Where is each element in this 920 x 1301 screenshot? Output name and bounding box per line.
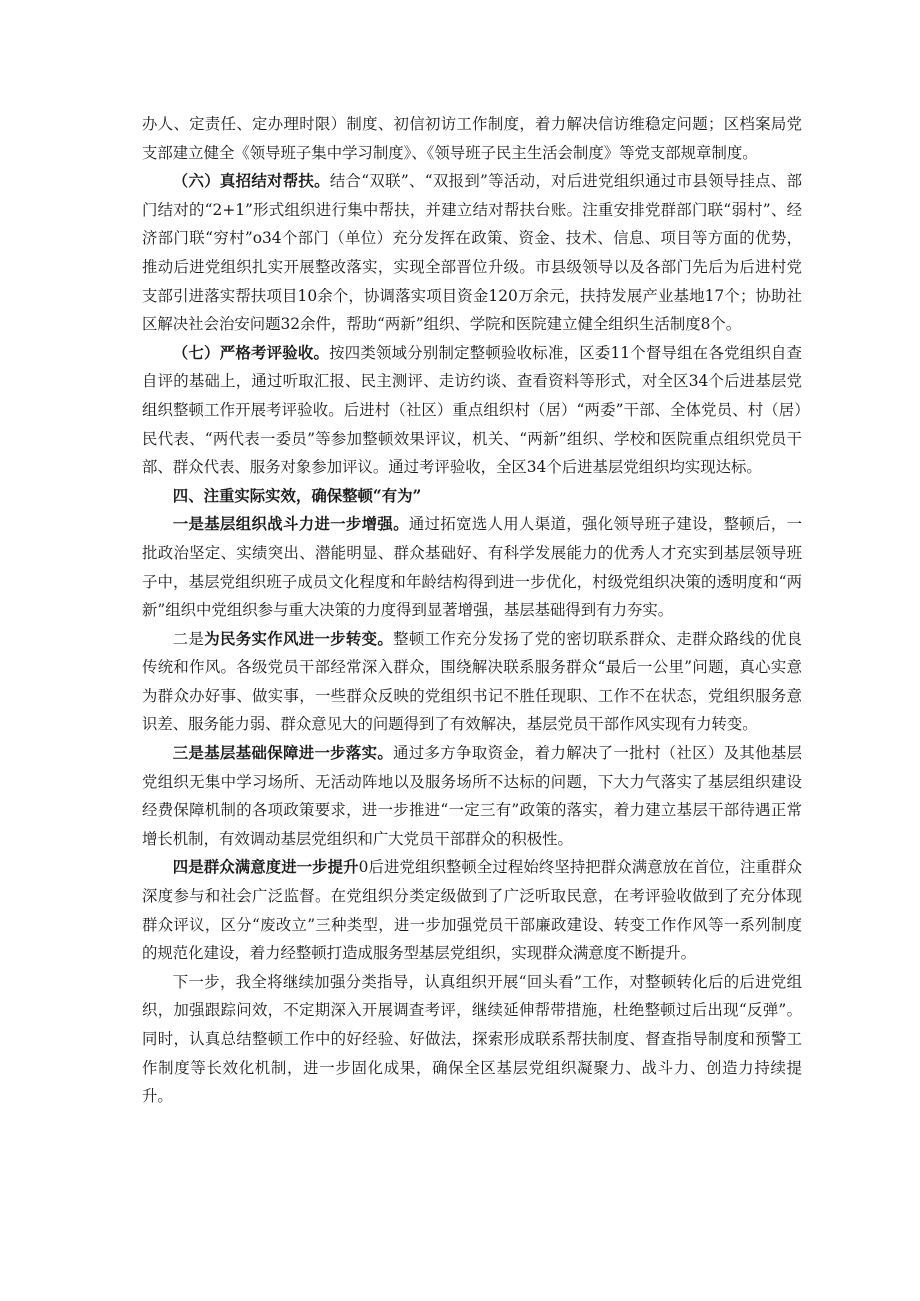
paragraph-body: 下一步，我全将继续加强分类指导，认真组织开展“回头看”工作，对整顿转化后的后进党组织，加强跟踪问效，不定期深入开展调查考评，继续延伸帮带措施，杜绝整顿过后出现“反弹”。同时，认真总结整顿工作中的好经验、好做法，探索形成联系帮扶制度、督查指导制度和预警工作制度等长效化机制，进一步固化成果，确保全区基层党组织凝聚力、战斗力、创造力持续提升。 (142, 972, 802, 1106)
paragraph-lead: 三是基层基础保障进一步落实。 (172, 744, 394, 763)
paragraph-point-one (142, 510, 802, 624)
paragraph-point-four (142, 853, 802, 967)
section-heading: 四、注重实际实效，确保整顿“有为” (172, 486, 422, 505)
paragraph-body: 通过拓宽选人用人渠道，强化领导班子建设，整顿后，一批政治坚定、实绩突出、潜能明显、群众基础好、有科学发展能力的优秀人才充实到基层领导班子中，基层党组织班子成员文化程度和年龄结构得到进一步优化，村级党组织决策的透明度和“两新”组织中党组织参与重大决策的力度得到显著增强，基层基础得到有力夯实。 (142, 515, 802, 620)
paragraph-body: 结合“双联”、“双报到”等活动，对后进党组织通过市县领导挂点、部门结对的“2+1”形式组织进行集中帮扶，并建立结对帮扶台账。注重安排党群部门联“弱村”、经济部门联“穷村”o34个部门（单位）充分发挥在政策、资金、技术、信息、项目等方面的优势，推动后进党组织扎实开展整改落实，实现全部晋位升级。市县级领导以及各部门先后为后进村党支部引进落实帮扶项目10余个，协调落实项目资金120万余元，扶持发展产业基地17个；协助社区解决社会治安问题32余件，帮助“两新”组织、学院和医院建立健全组织生活制度8个。 (142, 172, 802, 334)
paragraph-continuation (142, 110, 802, 167)
paragraph-six (142, 167, 802, 339)
paragraph-seven (142, 339, 802, 482)
paragraph-body: 整顿工作充分发扬了党的密切联系群众、走群众路线的优良传统和作风。各级党员干部经常深入群众，围绕解决联系服务群众“最后一公里”问题，真心实意为群众办好事、做实事，一些群众反映的党组织书记不胜任现职、工作不在状态，党组织服务意识差、服务能力弱、群众意见大的问题得到了有效解决，基层党员干部作风实现有力转变。 (142, 629, 802, 734)
paragraph-point-two (142, 625, 802, 739)
paragraph-lead: 为民务实作风进一步转变。 (204, 629, 394, 648)
paragraph-lead: 一是基层组织战斗力进一步增强。 (172, 515, 409, 534)
paragraph-body: 按四类领域分别制定整顿验收标准，区委11个督导组在各党组织自查自评的基础上，通过听取汇报、民主测评、走访约谈、查看资料等形式，对全区34个后进基层党组织整顿工作开展考评验收。后进村（社区）重点组织村（居）“两委”干部、全体党员、村（居）民代表、“两代表一委员”等参加整顿效果评议，机关、“两新”组织、学校和医院重点组织党员干部、群众代表、服务对象参加评议。通过考评验收，全区34个后进基层党组织均实现达标。 (142, 343, 802, 477)
paragraph-next-steps (142, 968, 802, 1111)
document-page (142, 110, 802, 1111)
paragraph-prefix: 二是 (172, 629, 205, 648)
paragraph-point-three (142, 739, 802, 853)
paragraph-lead: 四是群众满意度进一步提升 (172, 858, 359, 877)
paragraph-lead: （六）真招结对帮扶。 (172, 172, 330, 191)
paragraph-lead: （七）严格考评验收。 (172, 343, 330, 362)
paragraph-body: 通过多方争取资金，着力解决了一批村（社区）及其他基层党组织无集中学习场所、无活动阵地以及服务场所不达标的问题，下大力气落实了基层组织建设经费保障机制的各项政策要求，进一步推进“一定三有”政策的落实，着力建立基层干部待遇正常增长机制，有效调动基层党组织和广大党员干部群众的积极性。 (142, 744, 802, 848)
paragraph-body: 办人、定责任、定办理时限）制度、初信初访工作制度，着力解决信访维稳定问题；区档案局党支部建立健全《领导班子集中学习制度》、《领导班子民主生活会制度》等党支部规章制度。 (142, 115, 802, 162)
paragraph-body: 0后进党组织整顿全过程始终坚持把群众满意放在首位，注重群众深度参与和社会广泛监督。在党组织分类定级做到了广泛听取民意，在考评验收做到了充分体现群众评议，区分“废改立”三种类型，进一步加强党员干部廉政建设、转变工作作风等一系列制度的规范化建设，着力经整顿打造成服务型基层党组织，实现群众满意度不断提升。 (142, 858, 802, 963)
